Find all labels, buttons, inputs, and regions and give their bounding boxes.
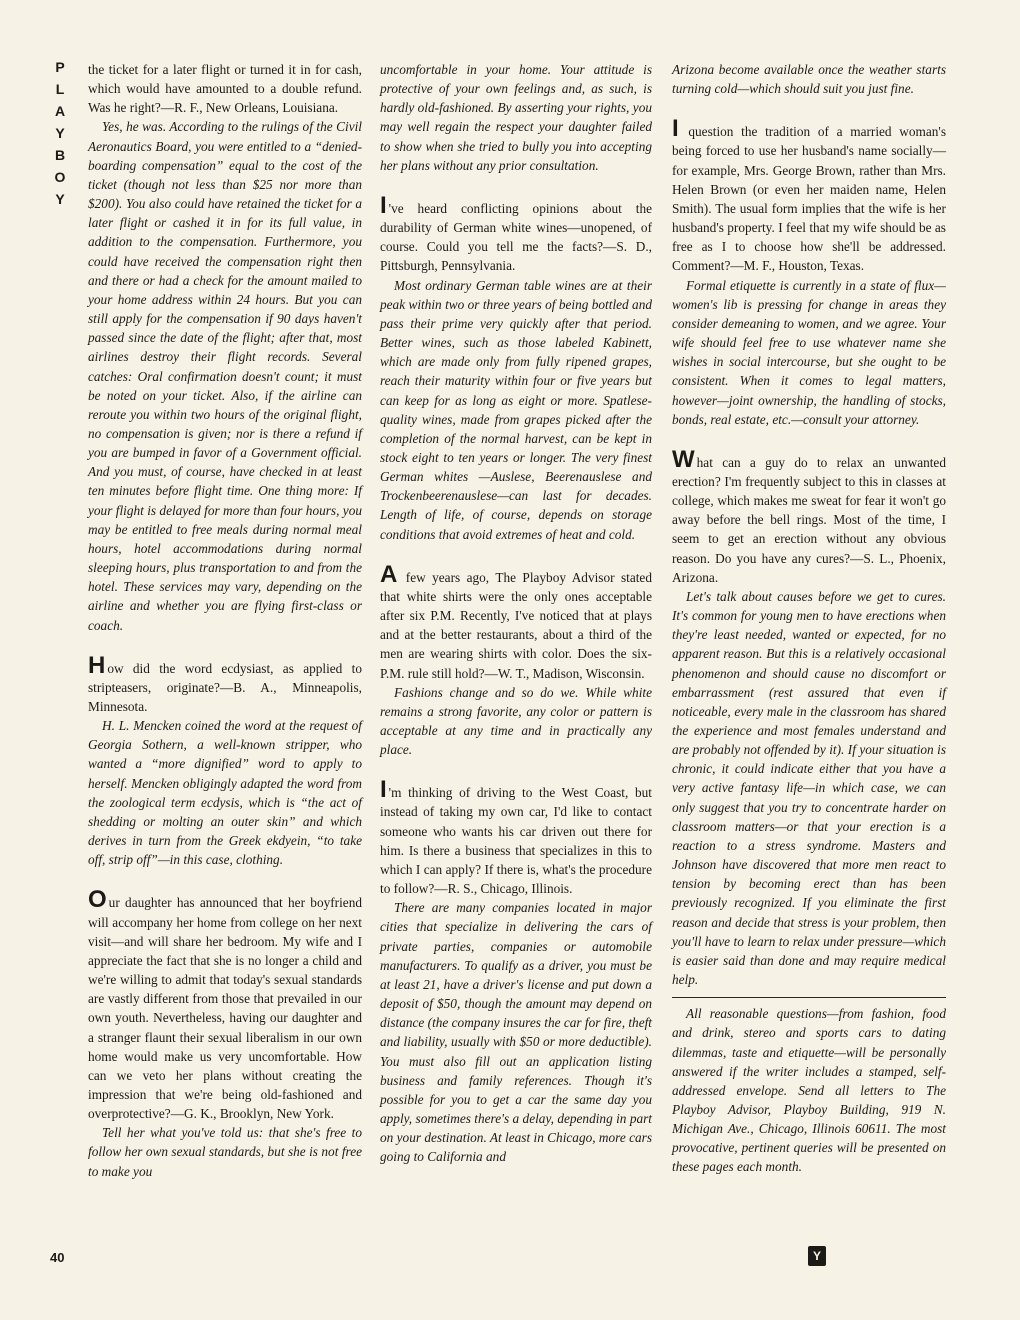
drop-cap: A <box>380 560 398 588</box>
answer-continuation: uncomfortable in your home. Your attitude is protective of your own feelings and, as such, is hardly old-fashioned. By asserting your rights, you may well regain the respect your daughter failed to show when she tried to bully you into accepting her plans without any prior consultation. <box>380 62 652 173</box>
answer-continuation: Arizona become available once the weather starts turning cold—which should suit you just fine. <box>672 62 946 97</box>
masthead-letter: Y <box>55 125 65 141</box>
column-3 <box>672 60 946 1177</box>
rabbit-logo-icon: Y <box>808 1246 826 1266</box>
masthead-letter: B <box>54 147 66 163</box>
drop-cap: W <box>672 445 695 473</box>
answer-text: Most ordinary German table wines are at their peak within two or three years of being bottled and pass their prime very quickly after that period. Better wines, such as those labeled Kabinett, which are made only from fully ripened grapes, reach their maturity within four or five years but can keep for as long as eight or more. Spatlese-quality wines, made from grapes picked after the completion of the normal harvest, can be kept in stock eight to ten years or longer. The very finest German whites —Auslese, Beerenauslese and Trockenbeerenauslese—can last for decades. Length of life, of course, depends on storage conditions that avoid extremes of heat and cold. <box>380 277 652 542</box>
question-text: What can a guy do to relax an unwanted erection? I'm frequently subject to this in classes at college, which makes me sweat for fear it won't go away before the bell rings. Most of the time, I seem to get an erection without any obvious reason. Do you have any cures?—S. L., Phoenix, Arizona. <box>672 445 946 585</box>
drop-cap: I <box>672 115 679 143</box>
question-text: How did the word ecdysiast, as applied to stripteasers, originate?—B. A., Minneapolis, Minnesota. <box>88 651 362 714</box>
answer-text: Yes, he was. According to the rulings of the Civil Aeronautics Board, you were entitled to a “denied-boarding compensation” equal to the cost of the ticket (though not less than $25 nor more than $200). You also could have retained the ticket for a later flight or cashed it in for its full value, in addition to the compensation. Furthermore, you could have received the compensation right then and there or had a check for the amount mailed to your home address within 24 hours. But you can still apply for the compensation if 90 days haven't passed since the date of the flight; after that, most airlines destroy their flight records. Several catches: Oral confirmation doesn't count; it must be noted on your ticket. Also, if the airline can reroute you within two hours of the original flight, no compensation is given; nor is there a refund if you are bumped in favor of a Government official. And you must, of course, have checked in at least ten minutes before flight time. One thing more: If your flight is delayed for more than four hours, you may be entitled to free meals during normal meal hours, hotel accommodations during normal sleeping hours, plus transportation to and from the hotel. These services may vary, depending on the airline and whether you are flying first-class or coach. <box>88 119 362 633</box>
magazine-masthead <box>50 60 70 206</box>
column-2 <box>380 60 652 1166</box>
answer-text: Let's talk about causes before we get to cures. It's common for young men to have erections when they're least needed, wanted or expected, for no apparent reason. But this is a relatively occasional phenomenon and should cause no discomfort or embarrassment (rest assured that even if noticeable, every male in the classroom has shared the experience and most females understand and are probably not offended by it). If your situation is chronic, it could indicate either that you have a very active fantasy life—in which case, we can only suggest that you try to concentrate harder on classroom matters—or that your erection is a reaction to a stress syndrome. Masters and Johnson have discovered that more men react to tension by becoming erect than has been previously recognized. If you eliminate the first reason and decide that stress is your problem, then you'll have to learn to relax under pressure—which is easier said than done and may require medical help. <box>672 588 946 988</box>
drop-cap: O <box>88 886 107 914</box>
drop-cap: I <box>380 776 387 804</box>
answer-text: H. L. Mencken coined the word at the request of Georgia Sothern, a well-known stripper, who wanted a “more dignified” word to apply to herself. Mencken obligingly adapted the word from the zoological term ecdysis, which is “the act of shedding or molting an outer skin” and which derives in turn from the Greek ekdyein, “to take off, strip off”—in this case, clothing. <box>88 718 362 868</box>
divider-rule <box>672 997 946 998</box>
question-text: I 've heard conflicting opinions about the durability of German white wines—unopened, of course. Could you tell me the facts?—S. D., Pittsburgh, Pennsylvania. <box>380 191 652 274</box>
answer-text: There are many companies located in major cities that specialize in delivering the cars of private parties, companies or automobile manufacturers. To qualify as a driver, you must be at least 21, have a driver's license and put down a deposit of $50, though the amount may depend on distance (the company insures the car for fire, theft and liability, usually with $50 or more deductible). You must also fill out an application listing business and family references. Though it's possible for you to get a car the same day you apply, sometimes there's a delay, depending in part on your destination. At least in Chicago, more cars going to California and <box>380 900 652 1165</box>
answer-text: Fashions change and so do we. While white remains a strong favorite, any color or pattern is acceptable at any time and in practically any place. <box>380 684 652 758</box>
question-text: Our daughter has announced that her boyfriend will accompany her home from college on her next visit—and will share her bedroom. My wife and I appreciate the fact that she is no longer a child and we're willing to admit that today's sexual standards are vastly different from those that prevailed in our own youth. Nevertheless, having our daughter and a stranger flaunt their sexual liberalism in our own home would make us very uncomfortable. How can we veto her plans without creating the impression that we're being old-fashioned and overprotective?—G. K., Brooklyn, New York. <box>88 886 362 1122</box>
masthead-letter: Y <box>55 191 65 207</box>
drop-cap: H <box>88 651 106 679</box>
question-text: I question the tradition of a married woman's being forced to use her husband's name socially—for example, Mrs. George Brown, rather than Mrs. Helen Brown (or even her maiden name, Helen Smith). The usual form implies that the wife is her husband's property. I feel that my wife should be as free as I to choose how she'll be addressed. Comment?—M. F., Houston, Texas. <box>672 115 946 274</box>
column-1 <box>88 60 362 1181</box>
page-number: 40 <box>50 1250 65 1265</box>
masthead-letter: O <box>54 169 66 185</box>
masthead-letter: L <box>55 81 65 97</box>
answer-text: Formal etiquette is currently in a state of flux—women's lib is pressing for change in areas they consider demeaning to women, and we agree. Your wife should feel free to use whatever name she wishes in social intercourse, but she ought to be consistent. When it comes to legal matters, however—joint ownership, the handling of stocks, bonds, real estate, etc.—consult your attorney. <box>672 277 946 427</box>
masthead-letter: P <box>55 59 65 75</box>
answer-text: Tell her what you've told us: that she's free to follow her own sexual standards, but she is not free to make you <box>88 1125 362 1179</box>
question-text: I 'm thinking of driving to the West Coast, but instead of taking my own car, I'd like to contact someone who wants his car driven out there for him. Is there a business that specializes in this to which I can apply? If there is, what's the procedure to follow?—R. S., Chicago, Illinois. <box>380 776 652 897</box>
question-text: A few years ago, The Playboy Advisor stated that white shirts were the only ones acceptable after six P.M. Recently, I've noticed that at plays and at the better restaurants, about a third of the men are wearing shirts with color. Does the six-P.M. rule still hold?—W. T., Madison, Wisconsin. <box>380 560 652 681</box>
question-continuation: the ticket for a later flight or turned it in for cash, which would have amounted to a double refund. Was he right?—R. F., New Orleans, Louisiana. <box>88 62 362 116</box>
masthead-letter: A <box>54 103 66 119</box>
drop-cap: I <box>380 191 387 219</box>
advisor-footer-note: All reasonable questions—from fashion, food and drink, stereo and sports cars to dating dilemmas, taste and etiquette—will be personally answered if the writer includes a stamped, self-addressed envelope. Send all letters to The Playboy Advisor, Playboy Building, 919 N. Michigan Ave., Chicago, Illinois 60611. The most provocative, pertinent queries will be presented on these pages each month. <box>672 1006 946 1175</box>
